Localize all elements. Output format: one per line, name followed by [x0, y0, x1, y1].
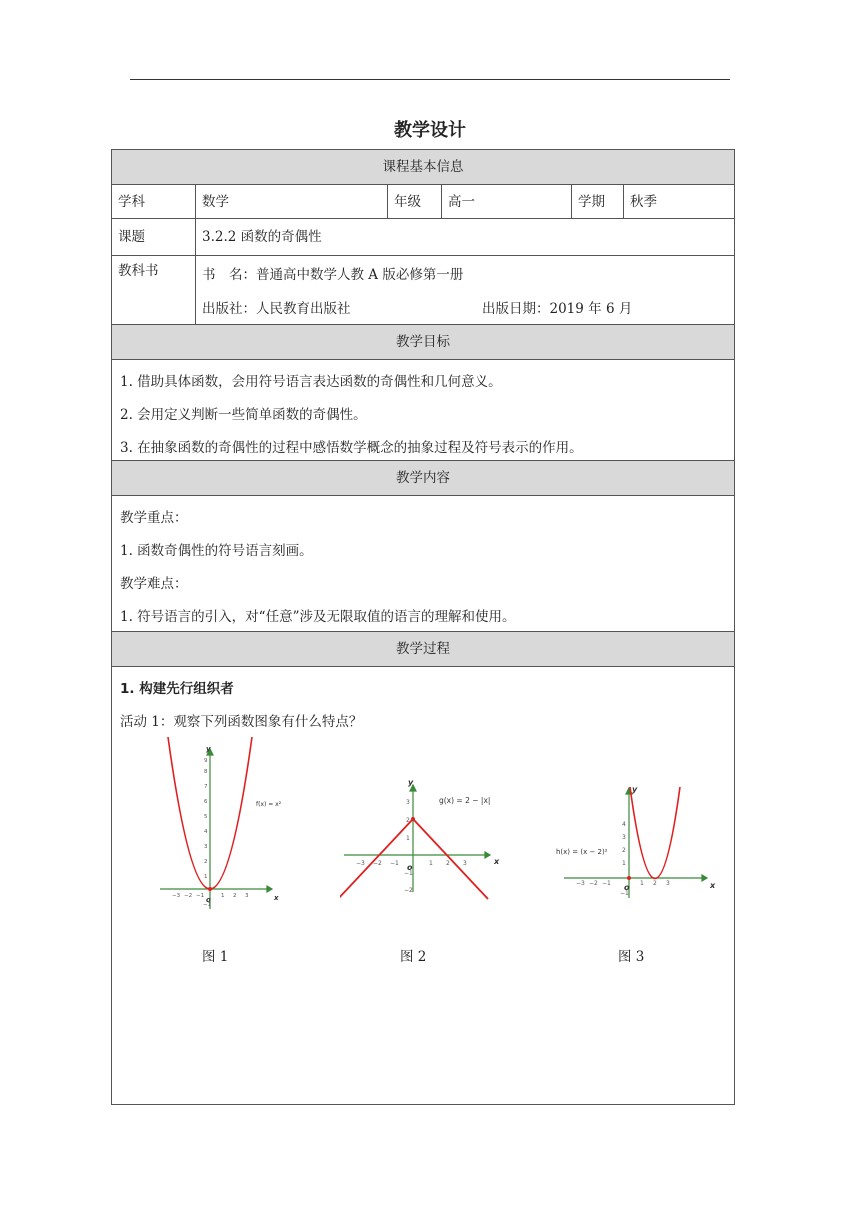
goals-header-label: 教学目标: [396, 334, 450, 350]
graph-figure-3: [552, 782, 717, 912]
figure-caption: 图 2: [400, 949, 427, 965]
svg-text:o: o: [624, 883, 630, 892]
svg-text:−2: −2: [589, 880, 598, 887]
svg-text:6: 6: [204, 799, 208, 805]
goal-item: 3. 在抽象函数的奇偶性的过程中感悟数学概念的抽象过程及符号表示的作用。: [120, 440, 583, 456]
section-title: 1. 构建先行组织者: [120, 681, 234, 697]
header-rule: [130, 79, 730, 80]
goals-header: [112, 325, 734, 360]
svg-text:9: 9: [204, 758, 208, 764]
svg-text:1: 1: [640, 880, 644, 887]
svg-text:3: 3: [245, 893, 249, 899]
figure-caption: 图 3: [618, 949, 645, 965]
lesson-plan-table: [111, 149, 735, 1105]
svg-text:−1: −1: [196, 893, 205, 899]
topic-value: 3.2.2 函数的奇偶性: [202, 229, 322, 245]
subject-label: 学科: [112, 185, 196, 218]
svg-text:−2: −2: [404, 887, 413, 894]
svg-text:4: 4: [204, 829, 208, 835]
grade-value: 高一: [442, 185, 572, 218]
svg-text:x: x: [710, 881, 716, 890]
goals-body: [112, 360, 734, 461]
grade-label: 年级: [388, 185, 442, 218]
svg-text:3: 3: [666, 880, 670, 887]
topic-label: 课题: [112, 219, 196, 255]
subject-row: [112, 185, 734, 219]
svg-text:y: y: [206, 745, 211, 753]
svg-text:−3: −3: [356, 860, 365, 867]
graph-label-h: h(x) = (x − 2)²: [556, 848, 608, 856]
svg-text:o: o: [407, 863, 413, 872]
figure-caption: 图 1: [202, 949, 229, 965]
svg-text:3: 3: [204, 844, 208, 850]
term-label: 学期: [572, 185, 624, 218]
svg-text:2: 2: [622, 847, 626, 854]
graph-label-f: f(x) = x²: [256, 801, 282, 808]
svg-text:−1: −1: [602, 880, 611, 887]
textbook-label: 教科书: [112, 256, 196, 324]
svg-text:−1: −1: [203, 902, 212, 908]
page-title: 教学设计: [394, 120, 466, 141]
activity-prompt: 活动 1：观察下列函数图象有什么特点？: [120, 714, 363, 730]
difficulty-label: 教学难点：: [120, 576, 188, 592]
svg-text:2: 2: [233, 893, 237, 899]
svg-text:o: o: [206, 896, 211, 904]
svg-text:−3: −3: [576, 880, 585, 887]
svg-text:3: 3: [622, 834, 626, 841]
svg-text:7: 7: [204, 784, 208, 790]
svg-text:−3: −3: [172, 893, 181, 899]
svg-text:1: 1: [204, 874, 208, 880]
basic-info-header: [112, 150, 734, 185]
book-name: 书 名：普通高中数学人教 A 版必修第一册: [202, 267, 464, 283]
svg-text:x: x: [274, 894, 279, 902]
difficulty-item: 1. 符号语言的引入，对“任意”涉及无限取值的语言的理解和使用。: [120, 609, 516, 625]
goal-item: 2. 会用定义判断一些简单函数的奇偶性。: [120, 407, 367, 423]
svg-text:2: 2: [446, 860, 450, 867]
goal-item: 1. 借助具体函数，会用符号语言表达函数的奇偶性和几何意义。: [120, 374, 502, 390]
svg-text:−2: −2: [184, 893, 193, 899]
process-header-label: 教学过程: [396, 641, 450, 657]
textbook-row: [112, 256, 734, 325]
svg-text:8: 8: [204, 769, 208, 775]
svg-text:1: 1: [622, 860, 626, 867]
svg-text:−2: −2: [373, 860, 382, 867]
process-header: [112, 632, 734, 667]
topic-row: [112, 219, 734, 256]
svg-text:2: 2: [204, 859, 208, 865]
svg-text:−1: −1: [404, 870, 413, 877]
basic-info-header-label: 课程基本信息: [382, 159, 464, 175]
graph-figure-1: [152, 737, 282, 912]
content-header-label: 教学内容: [396, 470, 450, 486]
svg-text:y: y: [632, 785, 638, 794]
svg-text:1: 1: [406, 835, 410, 842]
subject-value: 数学: [196, 185, 388, 218]
svg-text:−1: −1: [390, 860, 399, 867]
svg-text:3: 3: [463, 860, 467, 867]
curve-h: [630, 787, 680, 879]
svg-text:1: 1: [429, 860, 433, 867]
svg-text:3: 3: [406, 799, 410, 806]
svg-text:x: x: [494, 857, 500, 866]
publisher: 出版社：人民教育出版社: [202, 301, 351, 317]
svg-text:2: 2: [653, 880, 657, 887]
svg-text:2: 2: [406, 817, 410, 824]
svg-text:1: 1: [221, 893, 225, 899]
content-body: [112, 496, 734, 632]
textbook-info: [196, 256, 734, 324]
svg-text:5: 5: [204, 814, 208, 820]
svg-text:−1: −1: [620, 890, 629, 897]
process-body: [112, 667, 734, 1104]
key-point-item: 1. 函数奇偶性的符号语言刻画。: [120, 543, 313, 559]
graph-label-g: g(x) = 2 − |x|: [439, 796, 491, 805]
term-value: 秋季: [630, 194, 657, 210]
content-header: [112, 461, 734, 496]
svg-text:y: y: [408, 778, 414, 787]
publish-date: 出版日期：2019 年 6 月: [482, 301, 633, 317]
curve-g: [340, 819, 488, 899]
graph-figure-2: [340, 777, 500, 902]
svg-text:4: 4: [622, 821, 626, 828]
key-point-label: 教学重点：: [120, 510, 188, 526]
